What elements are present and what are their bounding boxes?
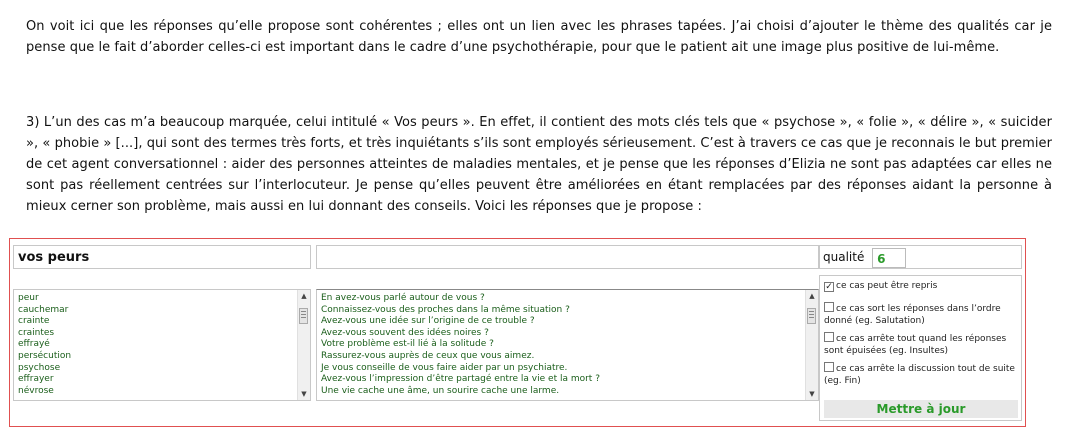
keywords-list [18, 293, 296, 397]
option-stop-immediately[interactable] [824, 362, 1016, 387]
responses-scrollbar[interactable] [805, 290, 818, 400]
quality-input[interactable]: 6 [872, 248, 906, 268]
list-item[interactable]: Une vie cache une âme, un sourire cache une larme. [321, 385, 560, 396]
scroll-thumb[interactable] [299, 308, 308, 324]
case-editor-screenshot [9, 238, 1026, 427]
option-repeatable[interactable] [824, 280, 1016, 292]
list-item[interactable]: Rassurez-vous auprès de ceux que vous aimez. [321, 350, 535, 361]
checkbox-repeatable[interactable]: ✓ [825, 282, 833, 292]
update-button[interactable]: Mettre à jour [824, 400, 1018, 418]
option-label: ce cas sort les réponses dans l’ordre donné (eg. Salutation) [824, 304, 1001, 326]
keywords-listbox[interactable] [13, 289, 311, 401]
checkbox-ordered[interactable] [824, 302, 834, 312]
option-label: ce cas arrête la discussion tout de suite (eg. Fin) [824, 364, 1015, 386]
scroll-down-icon[interactable]: ▼ [809, 390, 815, 398]
case-options-panel [819, 275, 1022, 421]
list-item[interactable]: craintes [18, 327, 55, 338]
list-item[interactable]: En avez-vous parlé autour de vous ? [321, 293, 485, 303]
case-title-field[interactable]: vos peurs [13, 245, 311, 269]
list-item[interactable]: peur [18, 293, 39, 303]
option-label: ce cas arrête tout quand les réponses sont épuisées (eg. Insultes) [824, 334, 1007, 356]
list-item[interactable]: persécution [18, 350, 72, 361]
scroll-up-icon[interactable]: ▲ [809, 292, 815, 300]
responses-listbox[interactable] [316, 289, 819, 401]
list-item[interactable]: psychose [18, 362, 61, 373]
list-item[interactable]: effrayé [18, 339, 50, 350]
checkbox-stop-immediately[interactable] [824, 362, 834, 372]
keywords-scrollbar[interactable] [297, 290, 310, 400]
scroll-down-icon[interactable]: ▼ [301, 390, 307, 398]
paragraph-vos-peurs: 3) L’un des cas m’a beaucoup marquée, celui intitulé « Vos peurs ». En effet, il contient des mots clés tels que « psychose », « folie », « délire », « suicider », « phobie » [...], qui sont des termes très forts, et très inquiétants s’ils sont employés sérieusement. C’est à travers ce cas que je reconnais le but premier de cet agent conversationnel : aider des personnes atteintes de maladies mentales, et je pense que les réponses d’Elizia ne sont pas adaptées car elles ne sont pas réellement centrées sur l’interlocuteur. Je pense qu’elles peuvent être améliorées en étant remplacées par des réponses aidant la personne à mieux cerner son problème, mais aussi en lui donnant des conseils. Voici les réponses que je propose : [26, 115, 1052, 214]
scroll-thumb[interactable] [807, 308, 816, 324]
option-label: ce cas peut être repris [836, 281, 938, 291]
list-item[interactable]: crainte [18, 316, 50, 327]
list-item[interactable]: Avez-vous souvent des idées noires ? [321, 327, 489, 338]
option-stop-when-exhausted[interactable] [824, 332, 1016, 357]
list-item[interactable]: Avez-vous une idée sur l’origine de ce trouble ? [321, 316, 535, 327]
option-ordered[interactable] [824, 302, 1016, 327]
paragraph-qualites: On voit ici que les réponses qu’elle propose sont cohérentes ; elles ont un lien avec les phrases tapées. J’ai choisi d’ajouter le thème des qualités car je pense que le fait d’aborder celles-ci est important dans le cadre d’une psychothérapie, pour que le patient ait une image plus positive de lui-même. [26, 19, 1052, 55]
scroll-up-icon[interactable]: ▲ [301, 292, 307, 300]
list-item[interactable]: Votre problème est-il lié à la solitude ? [321, 339, 494, 350]
list-item[interactable]: Avez-vous l’impression d’être partagé entre la vie et la mort ? [321, 374, 600, 385]
list-item[interactable]: Je vous conseille de vous faire aider par un psychiatre. [321, 362, 568, 373]
list-item[interactable]: effrayer [18, 374, 54, 385]
quality-label: qualité [823, 250, 865, 264]
responses-list [321, 293, 804, 397]
checkbox-stop-when-exhausted[interactable] [824, 332, 834, 342]
list-item[interactable]: névrose [18, 385, 54, 396]
list-item[interactable]: cauchemar [18, 304, 69, 315]
quality-field-group [819, 245, 1022, 269]
case-blank-field[interactable] [316, 245, 819, 269]
list-item[interactable]: Connaissez-vous des proches dans la même situation ? [321, 304, 570, 315]
